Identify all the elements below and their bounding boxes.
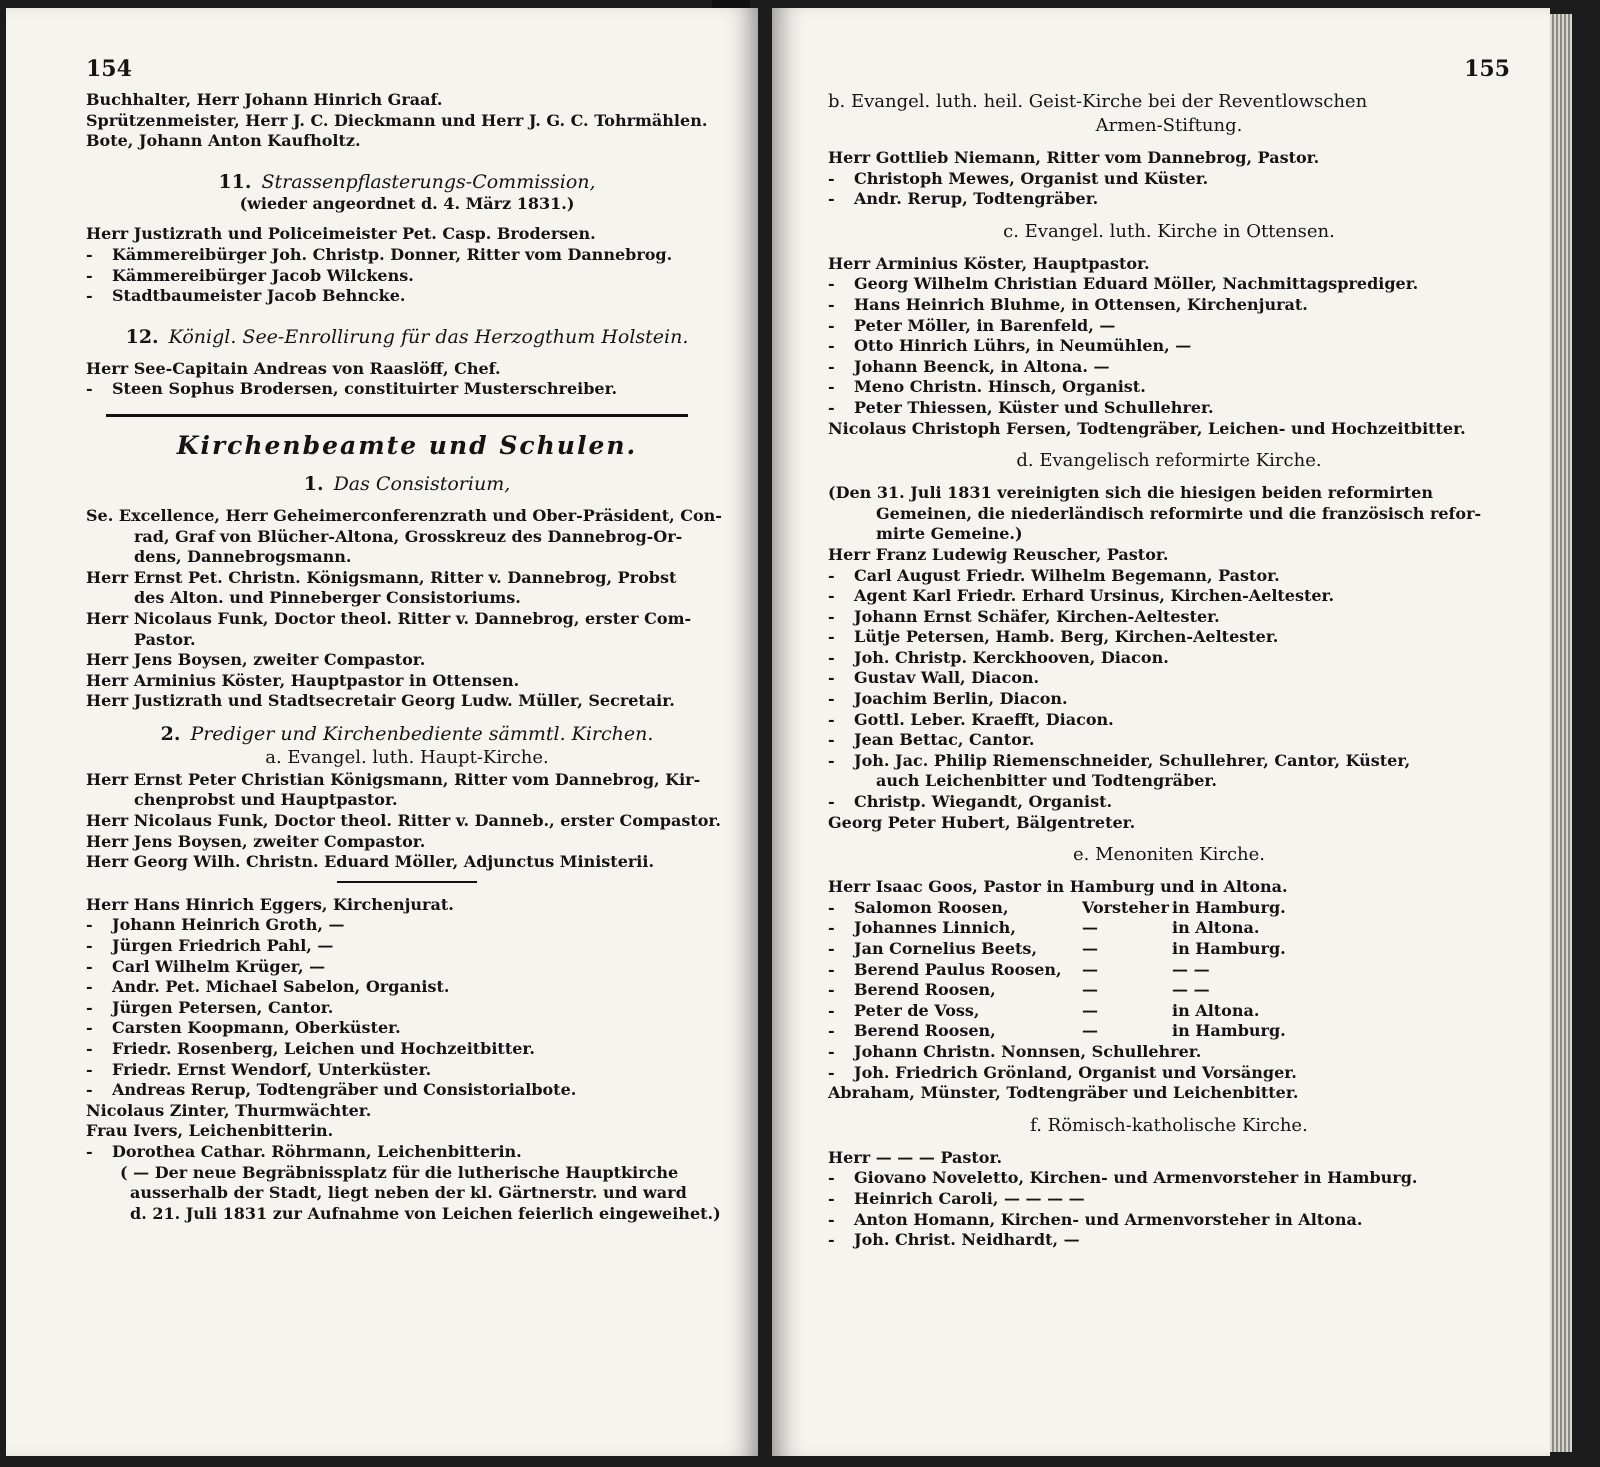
subsection-heading-e: e. Menoniten Kirche.: [1072, 844, 1265, 866]
section-title: Königl. See-Enrollirung für das Herzogthum Holstein.: [168, 325, 689, 348]
member-place: in Altona.: [1172, 918, 1260, 938]
text-line: Buchhalter, Herr Johann Hinrich Graaf.: [86, 90, 443, 109]
text-line: Pastor.: [134, 629, 196, 649]
text-line: Herr Justizrath und Policeimeister Pet. Casp. Brodersen.: [86, 224, 596, 244]
member-name: - Salomon Roosen,: [854, 897, 1009, 917]
member-name: - Johannes Linnich,: [854, 918, 1016, 938]
text-line: - Anton Homann, Kirchen- und Armenvorsteher in Altona.: [828, 1210, 1510, 1231]
member-place: in Hamburg.: [1172, 939, 1286, 958]
section-title: Strassenpflasterungs-Commission,: [261, 170, 596, 193]
text-line: - Agent Karl Friedr. Erhard Ursinus, Kirchen-Aeltester.: [828, 586, 1510, 607]
text-line: rad, Graf von Blücher-Altona, Grosskreuz des Dannebrog-Or-: [134, 526, 683, 546]
text-line: - Jean Bettac, Cantor.: [828, 730, 1510, 751]
text-line: Se. Excellence, Herr Geheimerconferenzrath und Ober-Präsident, Con-: [86, 505, 722, 525]
member-role: Vorsteher: [1082, 897, 1169, 917]
section-title: Prediger und Kirchenbediente sämmtl. Kirchen.: [190, 722, 654, 745]
member-role: —: [1082, 980, 1098, 1000]
text-line: Herr Isaac Goos, Pastor in Hamburg und in Altona.: [828, 877, 1288, 897]
member-place: — —: [1172, 980, 1210, 1000]
page-number-left: 154: [86, 56, 132, 82]
text-line: Herr Jens Boysen, zweiter Compastor.: [86, 831, 426, 851]
text-line: - Jürgen Friedrich Pahl, —: [86, 936, 728, 957]
note-line: mirte Gemeine.): [876, 524, 1023, 544]
text-line: - Giovano Noveletto, Kirchen- und Armenvorsteher in Hamburg.: [828, 1168, 1510, 1189]
member-place: in Hamburg.: [1172, 1021, 1286, 1041]
text-line: - Johann Heinrich Groth, —: [86, 915, 728, 936]
text-line: - Jürgen Petersen, Cantor.: [86, 998, 728, 1019]
right-page: [772, 8, 1550, 1456]
section-heading-12: [86, 325, 728, 349]
subsection-heading-b: b. Evangel. luth. heil. Geist-Kirche bei der Reventlowschen: [828, 91, 1368, 112]
text-line: - Peter Thiessen, Küster und Schullehrer.: [828, 398, 1510, 419]
text-line: - Gustav Wall, Diacon.: [828, 668, 1510, 689]
subsection-heading-c: c. Evangel. luth. Kirche in Ottensen.: [1003, 220, 1335, 242]
text-line: Georg Peter Hubert, Bälgentreter.: [828, 812, 1136, 832]
text-line: - Carl August Friedr. Wilhelm Begemann, Pastor.: [828, 566, 1510, 587]
text-line: - Kämmereibürger Jacob Wilckens.: [86, 266, 728, 287]
text-line: Herr Jens Boysen, zweiter Compastor.: [86, 650, 426, 670]
text-line: Herr Nicolaus Funk, Doctor theol. Ritter v. Danneb., erster Compastor.: [86, 811, 721, 831]
section-number: 12.: [125, 325, 159, 348]
left-page: [6, 8, 758, 1456]
text-line: - Joachim Berlin, Diacon.: [828, 689, 1510, 710]
text-line: - Joh. Friedrich Grönland, Organist und Vorsänger.: [828, 1063, 1510, 1084]
text-line: - Georg Wilhelm Christian Eduard Möller, Nachmittagsprediger.: [828, 274, 1510, 295]
note-line: Gemeinen, die niederländisch reformirte und die französisch refor-: [876, 503, 1482, 523]
text-line: - Joh. Christp. Kerckhooven, Diacon.: [828, 648, 1510, 669]
text-line: - Gottl. Leber. Kraefft, Diacon.: [828, 710, 1510, 731]
text-line: - Peter Möller, in Barenfeld, —: [828, 316, 1510, 337]
table-row: [828, 1021, 1510, 1042]
text-line: - Lütje Petersen, Hamb. Berg, Kirchen-Aeltester.: [828, 627, 1510, 648]
member-role: —: [1082, 1021, 1098, 1041]
text-line: - Steen Sophus Brodersen, constituirter Musterschreiber.: [86, 379, 728, 400]
text-line: Herr Justizrath und Stadtsecretair Georg Ludw. Müller, Secretair.: [86, 691, 675, 711]
text-line: - Dorothea Cathar. Röhrmann, Leichenbitterin.: [86, 1142, 728, 1163]
member-name: - Peter de Voss,: [854, 1000, 980, 1020]
section-number: 11.: [218, 170, 252, 193]
text-line: - Johann Beenck, in Altona. —: [828, 357, 1510, 378]
text-line: Abraham, Münster, Todtengräber und Leichenbitter.: [828, 1083, 1299, 1103]
text-line: Herr Ernst Peter Christian Königsmann, Ritter vom Dannebrog, Kir-: [86, 769, 701, 789]
text-line: - Andr. Pet. Michael Sabelon, Organist.: [86, 977, 728, 998]
text-line: dens, Dannebrogsmann.: [134, 547, 352, 567]
text-line: Nicolaus Christoph Fersen, Todtengräber, Leichen- und Hochzeitbitter.: [828, 418, 1466, 438]
text-line: des Alton. und Pinneberger Consistoriums.: [134, 588, 521, 608]
member-name: - Berend Roosen,: [854, 980, 996, 1000]
section-number: 2.: [160, 722, 181, 745]
table-row: [828, 918, 1510, 939]
section-heading-11: [86, 170, 728, 194]
text-line: - Andr. Rerup, Todtengräber.: [828, 189, 1510, 210]
text-line: - Kämmereibürger Joh. Christp. Donner, Ritter vom Dannebrog.: [86, 245, 728, 266]
table-row: [828, 1001, 1510, 1022]
text-line: - Hans Heinrich Bluhme, in Ottensen, Kirchenjurat.: [828, 295, 1510, 316]
member-place: — —: [1172, 959, 1210, 979]
section-heading-2: [86, 722, 728, 746]
text-line: - Johann Ernst Schäfer, Kirchen-Aeltester.: [828, 607, 1510, 628]
text-line: - Friedr. Rosenberg, Leichen und Hochzeitbitter.: [86, 1039, 728, 1060]
section-subtitle: (wieder angeordnet d. 4. März 1831.): [239, 193, 575, 213]
member-name: - Berend Paulus Roosen,: [854, 959, 1062, 979]
section-title: Das Consistorium,: [333, 472, 511, 495]
text-line: auch Leichenbitter und Todtengräber.: [876, 771, 1217, 791]
text-line: - Joh. Jac. Philip Riemenschneider, Schullehrer, Cantor, Küster,: [828, 751, 1510, 772]
text-line: Herr Franz Ludewig Reuscher, Pastor.: [828, 544, 1169, 564]
member-role: —: [1082, 959, 1098, 979]
table-row: [828, 960, 1510, 981]
subsection-heading-b-cont: Armen-Stiftung.: [1095, 115, 1243, 136]
text-line: - Carl Wilhelm Krüger, —: [86, 957, 728, 978]
member-role: —: [1082, 1000, 1098, 1020]
text-line: chenprobst und Hauptpastor.: [134, 790, 398, 810]
text-line: Herr — — — Pastor.: [828, 1147, 1003, 1167]
text-line: - Carsten Koopmann, Oberküster.: [86, 1018, 728, 1039]
table-row: [828, 898, 1510, 919]
text-line: Bote, Johann Anton Kaufholtz.: [86, 131, 361, 151]
table-row: [828, 939, 1510, 960]
member-name: - Berend Roosen,: [854, 1021, 996, 1041]
text-line: Herr See-Capitain Andreas von Raaslöff, Chef.: [86, 358, 501, 378]
note-line: ( — Der neue Begräbnissplatz für die lutherische Hauptkirche: [120, 1162, 679, 1182]
text-line: - Joh. Christ. Neidhardt, —: [828, 1230, 1510, 1251]
section-divider: [106, 414, 688, 417]
member-name: - Jan Cornelius Beets,: [854, 939, 1038, 958]
member-place: in Hamburg.: [1172, 897, 1286, 917]
subsection-heading-f: f. Römisch-katholische Kirche.: [1030, 1114, 1308, 1136]
note-line: (Den 31. Juli 1831 vereinigten sich die hiesigen beiden reformirten: [828, 483, 1433, 503]
text-line: Herr Arminius Köster, Hauptpastor in Ottensen.: [86, 670, 520, 690]
section-heading-1: [86, 472, 728, 496]
note-line: ausserhalb der Stadt, liegt neben der kl. Gärtnerstr. und ward: [130, 1183, 687, 1203]
text-line: - Johann Christn. Nonnsen, Schullehrer.: [828, 1042, 1510, 1063]
subsection-heading-d: d. Evangelisch reformirte Kirche.: [1016, 450, 1322, 472]
text-line: - Christoph Mewes, Organist und Küster.: [828, 169, 1510, 190]
subsection-heading-a: a. Evangel. luth. Haupt-Kirche.: [265, 746, 549, 768]
text-line: Herr Arminius Köster, Hauptpastor.: [828, 253, 1150, 273]
text-line: Herr Ernst Pet. Christn. Königsmann, Ritter v. Dannebrog, Probst: [86, 567, 677, 587]
page-edge: [1550, 14, 1572, 1452]
text-line: - Christp. Wiegandt, Organist.: [828, 792, 1510, 813]
text-line: Frau Ivers, Leichenbitterin.: [86, 1121, 334, 1141]
text-line: - Friedr. Ernst Wendorf, Unterküster.: [86, 1060, 728, 1081]
text-line: - Otto Hinrich Lührs, in Neumühlen, —: [828, 336, 1510, 357]
text-line: Herr Nicolaus Funk, Doctor theol. Ritter v. Dannebrog, erster Com-: [86, 608, 692, 628]
text-line: - Meno Christn. Hinsch, Organist.: [828, 377, 1510, 398]
text-line: - Andreas Rerup, Todtengräber und Consistorialbote.: [86, 1080, 728, 1101]
text-line: Herr Gottlieb Niemann, Ritter vom Dannebrog, Pastor.: [828, 148, 1320, 167]
text-line: Nicolaus Zinter, Thurmwächter.: [86, 1100, 372, 1120]
member-role: —: [1082, 939, 1098, 958]
text-line: Herr Hans Hinrich Eggers, Kirchenjurat.: [86, 894, 454, 914]
text-line: Sprützenmeister, Herr J. C. Dieckmann und Herr J. G. C. Tohrmählen.: [86, 110, 708, 130]
text-line: - Heinrich Caroli, — — — —: [828, 1189, 1510, 1210]
table-row: [828, 980, 1510, 1001]
main-title: Kirchenbeamte und Schulen.: [176, 430, 638, 460]
note-line: d. 21. Juli 1831 zur Aufnahme von Leichen feierlich eingeweihet.): [130, 1203, 721, 1223]
member-place: in Altona.: [1172, 1000, 1260, 1020]
member-role: —: [1082, 918, 1098, 938]
section-number: 1.: [303, 472, 324, 495]
text-line: - Stadtbaumeister Jacob Behncke.: [86, 286, 728, 307]
text-line: Herr Georg Wilh. Christn. Eduard Möller, Adjunctus Ministerii.: [86, 852, 655, 872]
page-number-right: 155: [1464, 56, 1510, 82]
short-divider: [337, 881, 477, 883]
